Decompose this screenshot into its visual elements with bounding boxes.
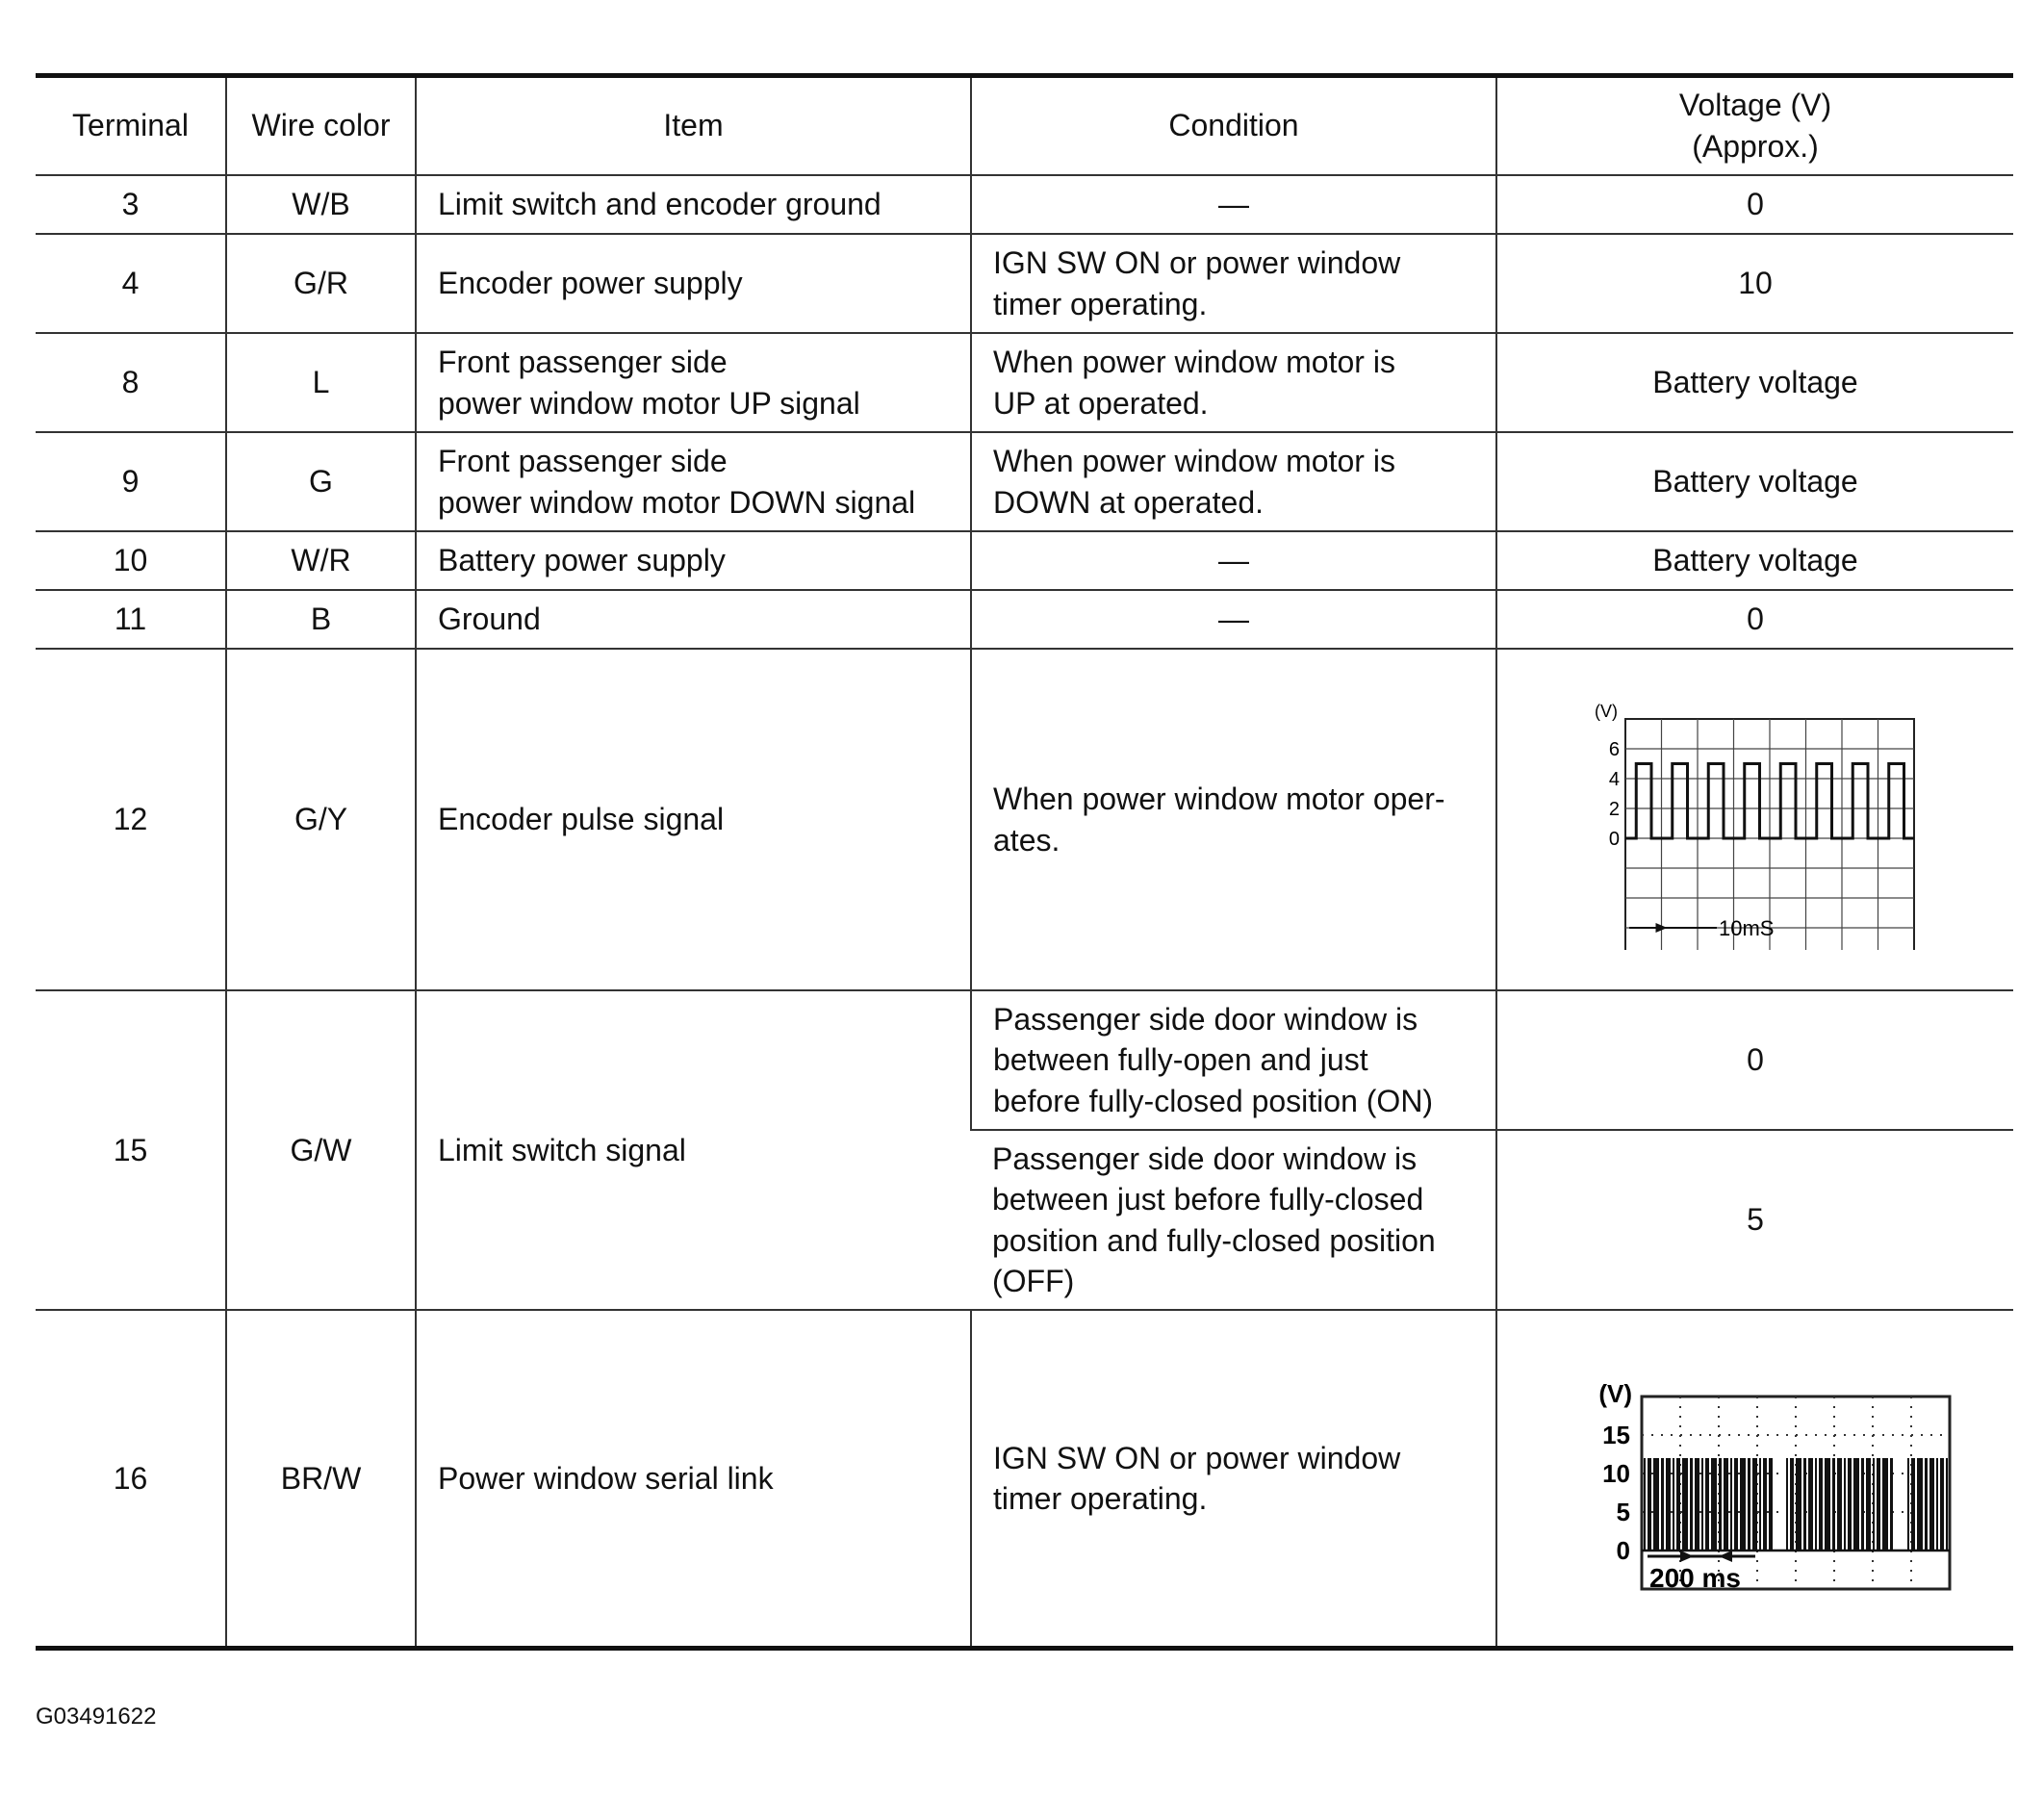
- y-tick-label: 4: [1608, 768, 1620, 790]
- cell-item: Limit switch and encoder ground: [416, 175, 971, 234]
- cell-voltage-waveform: [1496, 649, 2013, 990]
- cell-condition: [971, 1130, 1496, 1310]
- table-header-row: [36, 76, 2013, 176]
- cell-voltage: 0: [1496, 990, 2013, 1130]
- condition-line: timer operating.: [993, 286, 1208, 321]
- cell-wire-color: BR/W: [226, 1310, 416, 1648]
- serial-pulse: [1877, 1458, 1880, 1551]
- serial-pulse: [1673, 1458, 1674, 1551]
- cell-terminal: 10: [36, 531, 226, 590]
- serial-pulse: [1682, 1458, 1688, 1551]
- cell-terminal: 15: [36, 990, 226, 1310]
- serial-pulse: [1853, 1458, 1859, 1551]
- table-row: [36, 432, 2013, 531]
- figure-id: G03491622: [36, 1704, 157, 1730]
- time-scale-label: 10mS: [1719, 915, 1775, 940]
- serial-pulse: [1740, 1458, 1746, 1551]
- condition-line: Passenger side door window is: [993, 1002, 1418, 1038]
- condition-line: between just before fully-closed: [992, 1182, 1424, 1217]
- table-row: [36, 234, 2013, 333]
- header-voltage: [1496, 76, 2013, 176]
- condition-line: before fully-closed position (ON): [993, 1083, 1434, 1118]
- cell-item: Ground: [416, 590, 971, 649]
- condition-line: ates.: [993, 822, 1060, 858]
- time-marker-arrow: [1680, 1551, 1694, 1562]
- terminal-table-sheet: [36, 73, 2013, 1651]
- cell-item: [416, 432, 971, 531]
- time-scale-label: 200 ms: [1649, 1562, 1741, 1593]
- y-tick-label: 10: [1602, 1458, 1630, 1488]
- item-line: power window motor DOWN signal: [438, 484, 916, 520]
- serial-pulse: [1925, 1458, 1928, 1551]
- cell-condition: [971, 333, 1496, 432]
- serial-pulse: [1748, 1458, 1750, 1551]
- table-row: [36, 333, 2013, 432]
- condition-line: position and fully-closed position: [992, 1222, 1436, 1258]
- cell-voltage: 5: [1496, 1130, 2013, 1310]
- cell-item: Encoder power supply: [416, 234, 971, 333]
- serial-pulse: [1786, 1458, 1788, 1551]
- header-condition: Condition: [971, 76, 1496, 176]
- serial-pulse: [1661, 1458, 1664, 1551]
- serial-pulse: [1911, 1458, 1915, 1551]
- y-tick-label: 0: [1608, 828, 1620, 850]
- header-wire-color: Wire color: [226, 76, 416, 176]
- item-line: power window motor UP signal: [438, 385, 860, 421]
- serial-pulse: [1837, 1458, 1842, 1551]
- condition-line: DOWN at operated.: [993, 484, 1264, 520]
- condition-line: IGN SW ON or power window: [993, 245, 1401, 281]
- cell-terminal: 16: [36, 1310, 226, 1648]
- cell-item: [416, 333, 971, 432]
- cell-terminal: 8: [36, 333, 226, 432]
- table-row: [36, 590, 2013, 649]
- serial-pulse: [1866, 1458, 1871, 1551]
- cell-terminal: 11: [36, 590, 226, 649]
- y-tick-label: 2: [1608, 798, 1620, 820]
- serial-pulse: [1752, 1458, 1757, 1551]
- serial-pulse: [1734, 1458, 1738, 1551]
- unit-label: (V): [1595, 701, 1618, 721]
- table-row: [36, 1310, 2013, 1648]
- header-item: Item: [416, 76, 971, 176]
- serial-pulse: [1690, 1458, 1693, 1551]
- serial-pulse: [1929, 1458, 1934, 1551]
- cell-condition: [971, 1310, 1496, 1648]
- cell-terminal: 12: [36, 649, 226, 990]
- y-tick-label: 15: [1602, 1420, 1630, 1449]
- cell-terminal: 4: [36, 234, 226, 333]
- serial-pulse: [1730, 1458, 1732, 1551]
- unit-label: (V): [1598, 1378, 1632, 1408]
- cell-voltage: Battery voltage: [1496, 333, 2013, 432]
- serial-pulse: [1873, 1458, 1875, 1551]
- cell-wire-color: L: [226, 333, 416, 432]
- cell-voltage: Battery voltage: [1496, 432, 2013, 531]
- serial-pulse: [1815, 1458, 1817, 1551]
- cell-condition: [971, 990, 1496, 1130]
- serial-pulse: [1796, 1458, 1801, 1551]
- table-row: [36, 649, 2013, 990]
- cell-wire-color: G/Y: [226, 649, 416, 990]
- serial-pulse: [1848, 1458, 1852, 1551]
- serial-pulse: [1808, 1458, 1813, 1551]
- item-line: Front passenger side: [438, 444, 728, 479]
- serial-pulse: [1825, 1458, 1830, 1551]
- cell-item: Battery power supply: [416, 531, 971, 590]
- cell-condition: [971, 649, 1496, 990]
- cell-condition: [971, 432, 1496, 531]
- cell-voltage: 0: [1496, 590, 2013, 649]
- condition-line: UP at operated.: [993, 385, 1209, 421]
- condition-line: When power window motor oper-: [993, 782, 1445, 817]
- table-row: [36, 175, 2013, 234]
- serial-pulse: [1917, 1458, 1923, 1551]
- serial-pulse: [1666, 1458, 1671, 1551]
- serial-pulse: [1946, 1458, 1948, 1551]
- condition-line: (OFF): [992, 1263, 1075, 1298]
- cell-terminal: 9: [36, 432, 226, 531]
- cell-wire-color: G/W: [226, 990, 416, 1310]
- serial-pulse: [1819, 1458, 1823, 1551]
- cell-wire-color: W/R: [226, 531, 416, 590]
- cell-condition: [971, 234, 1496, 333]
- table-row: [36, 531, 2013, 590]
- serial-link-waveform: [1553, 1348, 1957, 1608]
- serial-pulse: [1890, 1458, 1893, 1551]
- cell-wire-color: B: [226, 590, 416, 649]
- cell-condition: —: [971, 175, 1496, 234]
- cell-wire-color: W/B: [226, 175, 416, 234]
- header-voltage-line2: (Approx.): [1692, 129, 1819, 164]
- serial-pulse: [1719, 1458, 1722, 1551]
- encoder-pulse-waveform: [1582, 690, 1929, 950]
- table-row: [36, 990, 2013, 1130]
- serial-pulse: [1705, 1458, 1709, 1551]
- cell-item: Power window serial link: [416, 1310, 971, 1648]
- y-tick-label: 0: [1616, 1535, 1630, 1565]
- serial-pulse: [1759, 1458, 1761, 1551]
- item-line: Front passenger side: [438, 345, 728, 380]
- cell-item: Encoder pulse signal: [416, 649, 971, 990]
- y-tick-label: 6: [1608, 738, 1620, 760]
- header-terminal: Terminal: [36, 76, 226, 176]
- cell-item: Limit switch signal: [416, 990, 971, 1310]
- serial-pulse: [1844, 1458, 1846, 1551]
- serial-pulse: [1695, 1458, 1699, 1551]
- y-tick-label: 5: [1616, 1497, 1630, 1526]
- cell-voltage: Battery voltage: [1496, 531, 2013, 590]
- serial-pulse: [1724, 1458, 1728, 1551]
- cell-voltage: 10: [1496, 234, 2013, 333]
- serial-pulse: [1936, 1458, 1938, 1551]
- serial-pulse: [1653, 1458, 1659, 1551]
- serial-pulse: [1832, 1458, 1835, 1551]
- serial-pulse: [1803, 1458, 1806, 1551]
- serial-pulse: [1644, 1458, 1646, 1551]
- serial-pulse: [1648, 1458, 1651, 1551]
- cell-terminal: 3: [36, 175, 226, 234]
- serial-pulse: [1711, 1458, 1717, 1551]
- cell-voltage: 0: [1496, 175, 2013, 234]
- condition-line: Passenger side door window is: [992, 1141, 1418, 1177]
- serial-pulse: [1701, 1458, 1703, 1551]
- cell-wire-color: G/R: [226, 234, 416, 333]
- terminal-voltage-table: [36, 73, 2013, 1651]
- cell-voltage-waveform: [1496, 1310, 2013, 1648]
- serial-pulse: [1940, 1458, 1944, 1551]
- cell-wire-color: G: [226, 432, 416, 531]
- serial-pulse: [1907, 1458, 1909, 1551]
- serial-pulse: [1769, 1458, 1773, 1551]
- serial-pulse: [1861, 1458, 1864, 1551]
- cell-condition: —: [971, 531, 1496, 590]
- header-voltage-line1: Voltage (V): [1678, 87, 1832, 122]
- condition-line: When power window motor is: [993, 444, 1395, 479]
- condition-line: IGN SW ON or power window: [993, 1440, 1401, 1475]
- serial-pulse: [1763, 1458, 1767, 1551]
- condition-line: When power window motor is: [993, 345, 1395, 380]
- cell-condition: —: [971, 590, 1496, 649]
- condition-line: timer operating.: [993, 1480, 1208, 1516]
- condition-line: between fully-open and just: [993, 1042, 1368, 1078]
- serial-pulse: [1676, 1458, 1680, 1551]
- time-marker-arrow: [1719, 1551, 1732, 1562]
- serial-pulse: [1882, 1458, 1888, 1551]
- serial-pulse: [1790, 1458, 1794, 1551]
